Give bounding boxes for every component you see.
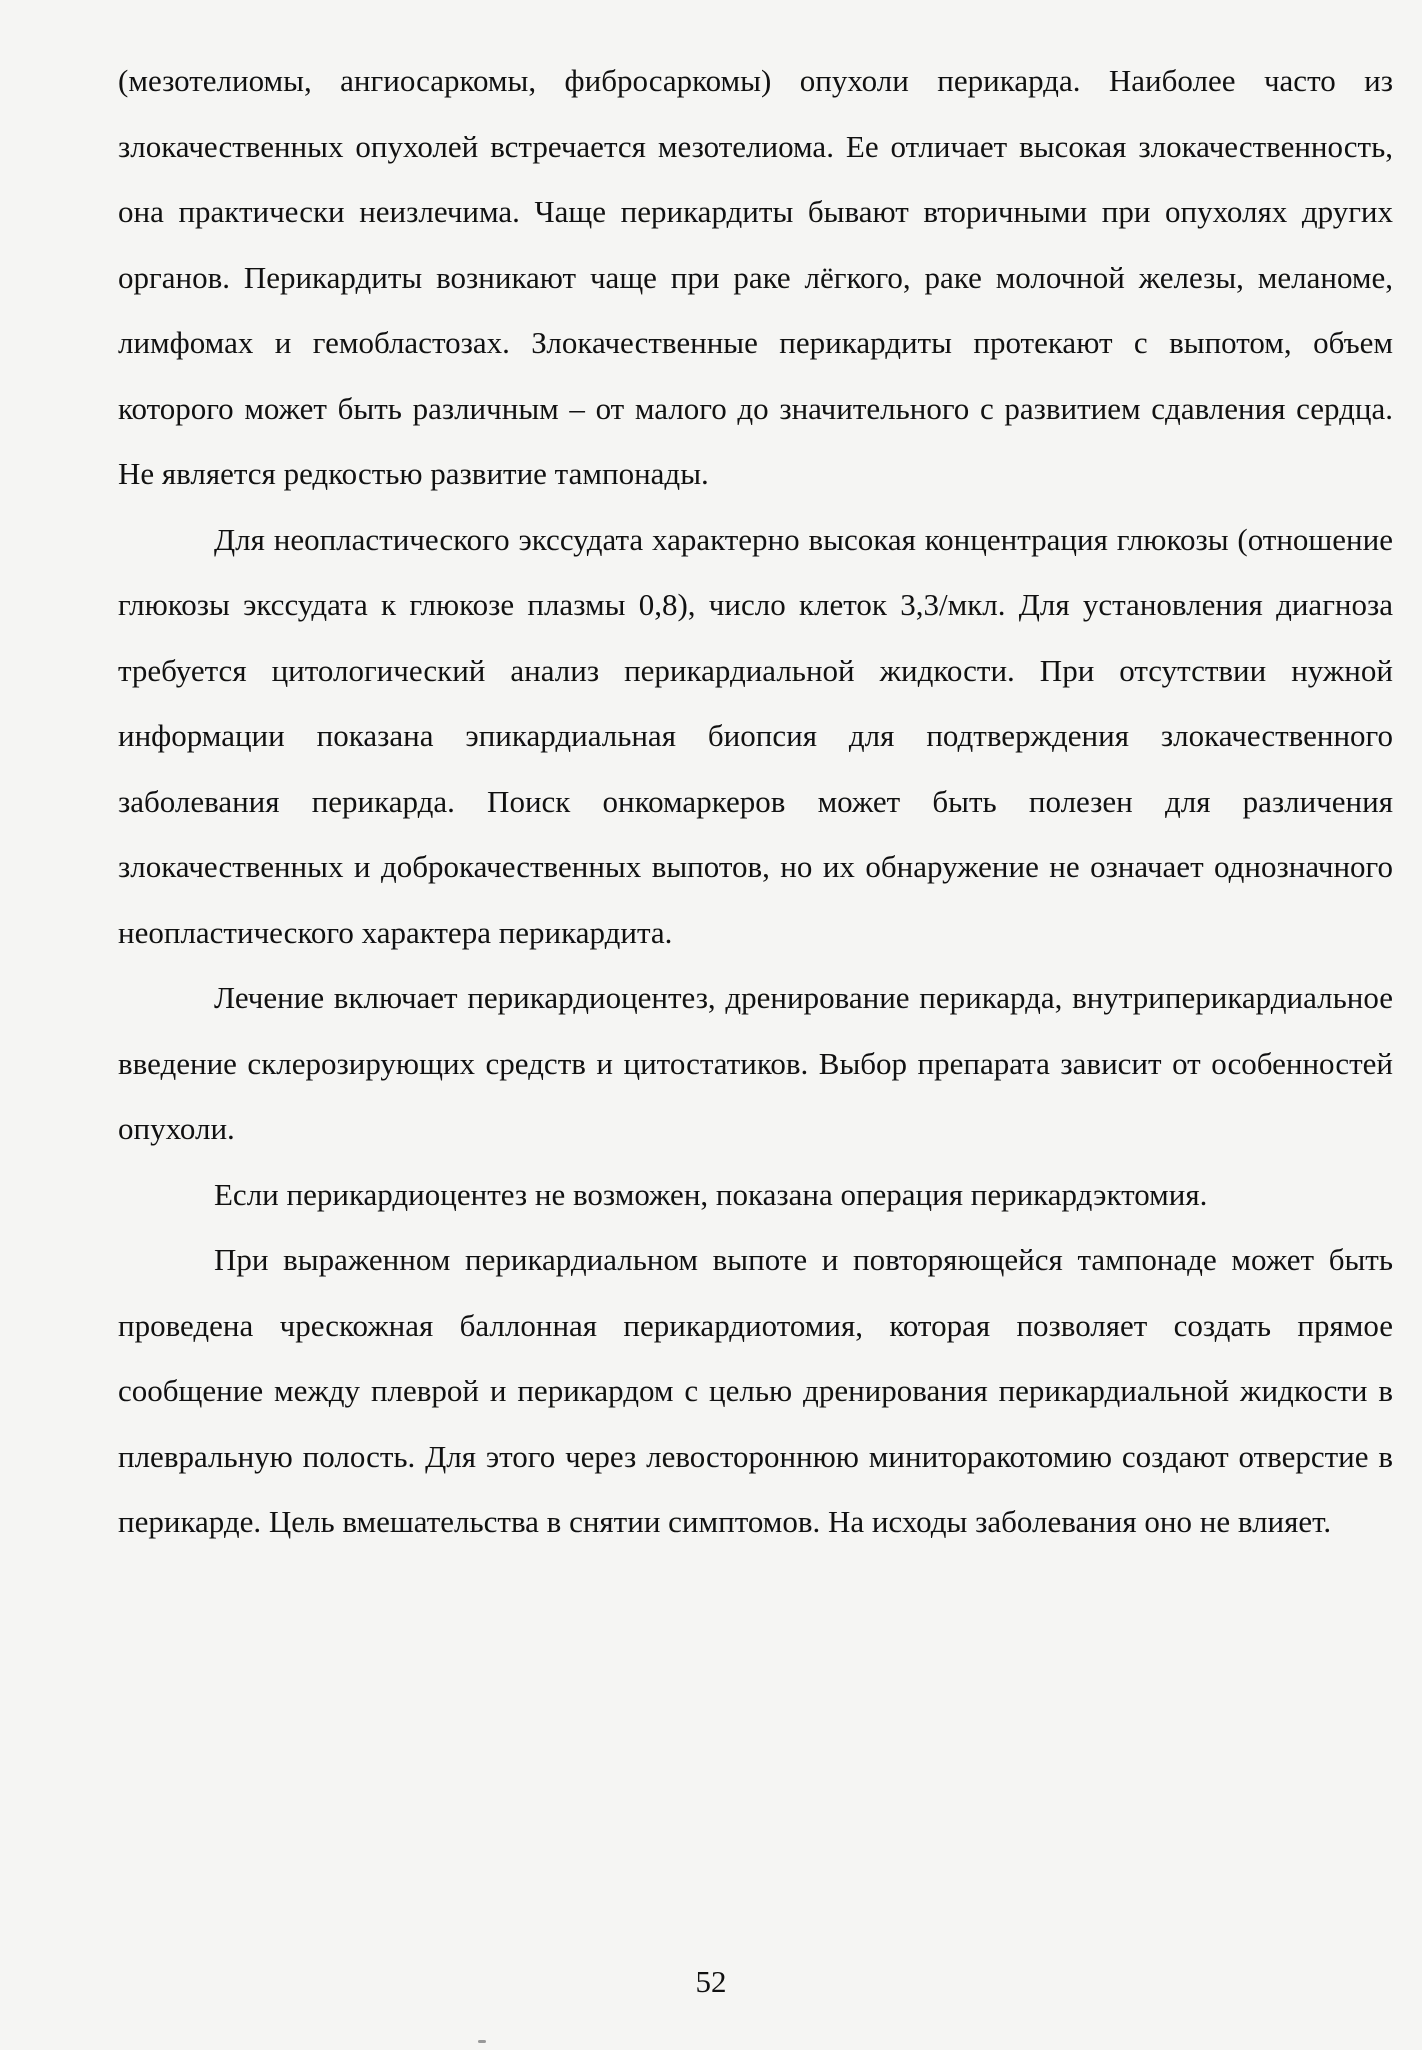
paragraph-2: Для неопластического экссудата характерно высокая концентрация глюкозы (отношение глюкозы экссудата к глюкозе плазмы 0,8), число клеток 3,3/мкл. Для установления диагноза требуется цитологический анализ перикардиальной жидкости. При отсутствии нужной информации показана эпикардиальная биопсия для подтверждения злокачественного заболевания перикарда. Поиск онкомаркеров может быть полезен для различения злокачественных и доброкачественных выпотов, но их обнаружение не означает однозначного неопластического характера перикардита. bbox=[118, 521, 1393, 950]
paragraph-5: При выраженном перикардиальном выпоте и повторяющейся тампонаде может быть проведена чрескожная баллонная перикардиотомия, которая позволяет создать прямое сообщение между плеврой и перикардом с целью дренирования перикардиальной жидкости в плевральную полость. Для этого через левостороннюю миниторакотомию создают отверстие в перикарде. Цель вмешательства в снятии симптомов. На исходы заболевания оно не влияет. bbox=[118, 1242, 1393, 1539]
paragraph-1: (мезотелиомы, ангиосаркомы, фибросаркомы) опухоли перикарда. Наиболее часто из злокачественных опухолей встречается мезотелиома. Ее отличает высокая злокачественность, она практически неизлечима. Чаще перикардиты бывают вторичными при опухолях других органов. Перикардиты возникают чаще при раке лёгкого, раке молочной железы, меланоме, лимфомах и гемобластозах. Злокачественные перикардиты протекают с выпотом, объем которого может быть различным – от малого до значительного с развитием сдавления сердца. Не является редкостью развитие тампонады. bbox=[118, 63, 1393, 491]
body-text bbox=[118, 48, 1393, 1555]
paragraph-4: Если перикардиоцентез не возможен, показана операция перикардэктомия. bbox=[214, 1176, 1208, 1212]
scan-mark bbox=[478, 2040, 486, 2043]
page-number: 52 bbox=[695, 1964, 727, 1999]
paragraph-3: Лечение включает перикардиоцентез, дренирование перикарда, внутриперикардиальное введение склерозирующих средств и цитостатиков. Выбор препарата зависит от особенностей опухоли. bbox=[118, 980, 1393, 1146]
